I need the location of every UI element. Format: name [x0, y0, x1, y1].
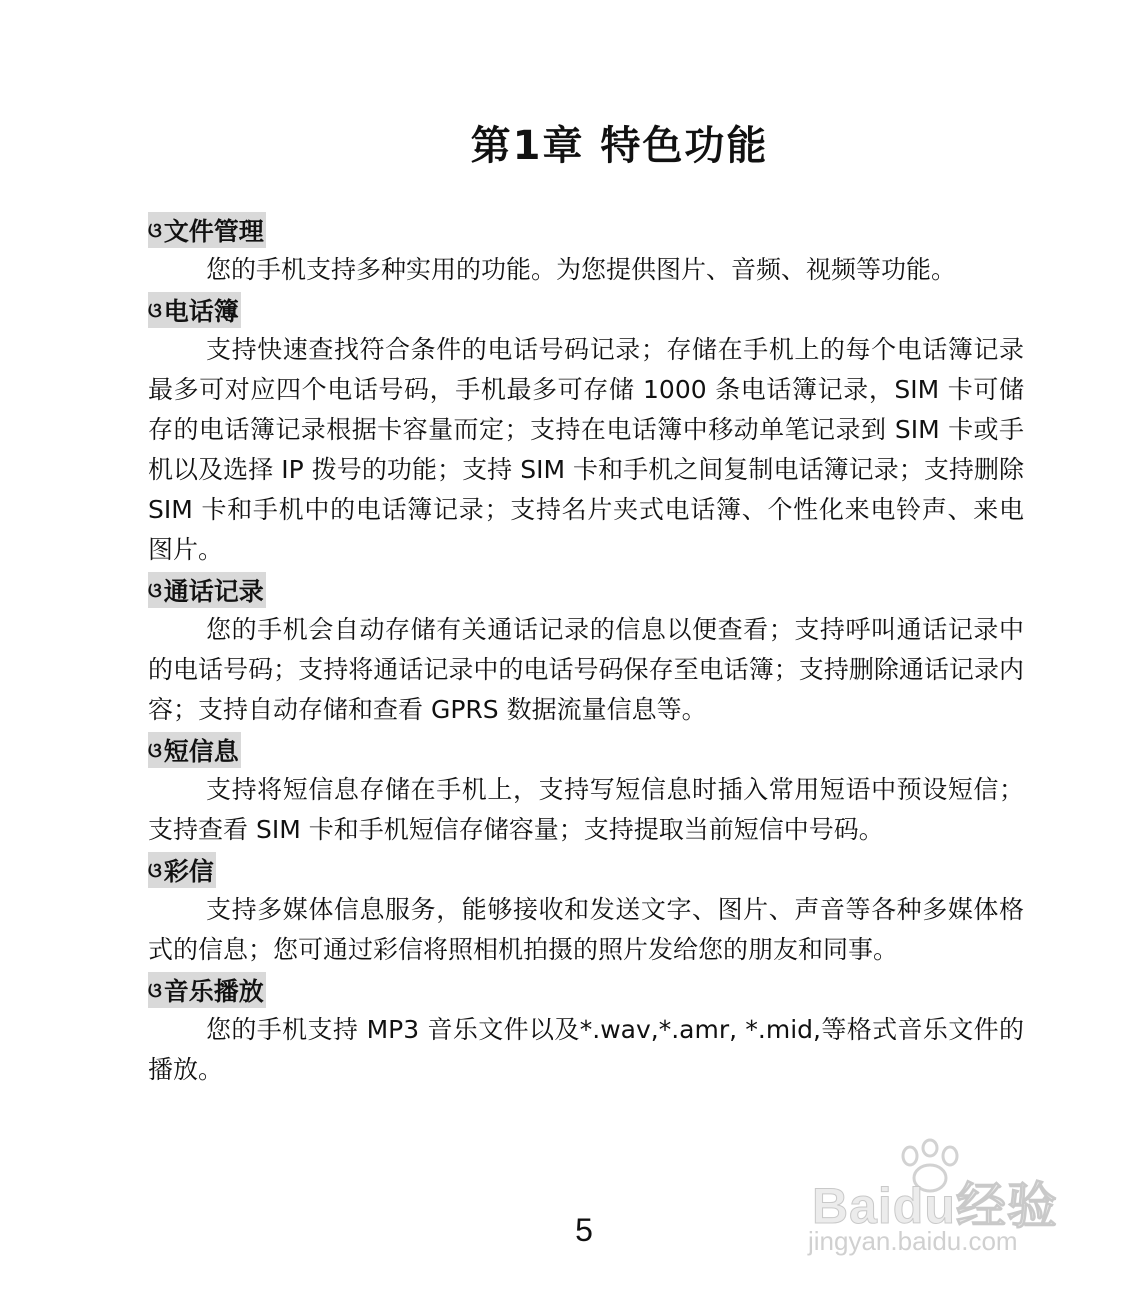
- section-heading-text: 音乐播放: [163, 977, 264, 1006]
- section-heading-mms: [148, 852, 216, 888]
- watermark-url: jingyan.baidu.com: [808, 1226, 1018, 1256]
- chapter-title: 第1章 特色功能: [470, 123, 769, 169]
- section-heading-text: 短信息: [163, 737, 239, 766]
- section-body-file-management: 您的手机支持多种实用的功能。为您提供图片、音频、视频等功能。: [206, 255, 957, 284]
- section-heading-text: 通话记录: [163, 577, 264, 606]
- section-heading-text: 彩信: [163, 857, 214, 886]
- section-body-mms: 支持多媒体信息服务，能够接收和发送文字、图片、声音等各种多媒体格式的信息；您可通过彩信将照相机拍摄的照片发给您的朋友和同事。: [148, 895, 1024, 964]
- content-body: [148, 210, 1024, 1090]
- section-body-sms: 支持将短信息存储在手机上，支持写短信息时插入常用短语中预设短信；支持查看 SIM 卡和手机短信存储容量；支持提取当前短信中号码。: [148, 775, 1024, 844]
- section-heading-text: 电话簿: [163, 297, 239, 326]
- section-heading-music-player: [148, 972, 266, 1008]
- watermark-logo-text: Baidu经验: [812, 1178, 1058, 1234]
- baidu-watermark: [800, 1138, 1090, 1268]
- page-number: 5: [575, 1212, 593, 1248]
- section-body-phonebook: 支持快速查找符合条件的电话号码记录；存储在手机上的每个电话簿记录最多可对应四个电话号码，手机最多可存储 1000 条电话簿记录，SIM 卡可储存的电话簿记录根据卡容量而定；支持在电话簿中移动单笔记录到 SIM 卡或手机以及选择 IP 拨号的功能；支持 SIM 卡和手机之间复制电话簿记录；支持删除 SIM 卡和手机中的电话簿记录；支持名片夹式电话簿、个性化来电铃声、来电图片。: [148, 335, 1024, 564]
- section-heading-file-management: [148, 212, 266, 248]
- bullet-icon: ଓ: [148, 218, 158, 242]
- section-heading-phonebook: [148, 292, 241, 328]
- section-body-call-log: 您的手机会自动存储有关通话记录的信息以便查看；支持呼叫通话记录中的电话号码；支持将通话记录中的电话号码保存至电话簿；支持删除通话记录内容；支持自动存储和查看 GPRS 数据流量信息等。: [148, 615, 1024, 724]
- section-heading-call-log: [148, 572, 266, 608]
- bullet-icon: ଓ: [148, 978, 158, 1002]
- section-heading-sms: [148, 732, 241, 768]
- bullet-icon: ଓ: [148, 858, 158, 882]
- bullet-icon: ଓ: [148, 298, 158, 322]
- section-heading-text: 文件管理: [163, 217, 264, 246]
- bullet-icon: ଓ: [148, 738, 158, 762]
- bullet-icon: ଓ: [148, 578, 158, 602]
- section-body-music-player: 您的手机支持 MP3 音乐文件以及*.wav,*.amr, *.mid,等格式音乐文件的播放。: [148, 1015, 1024, 1084]
